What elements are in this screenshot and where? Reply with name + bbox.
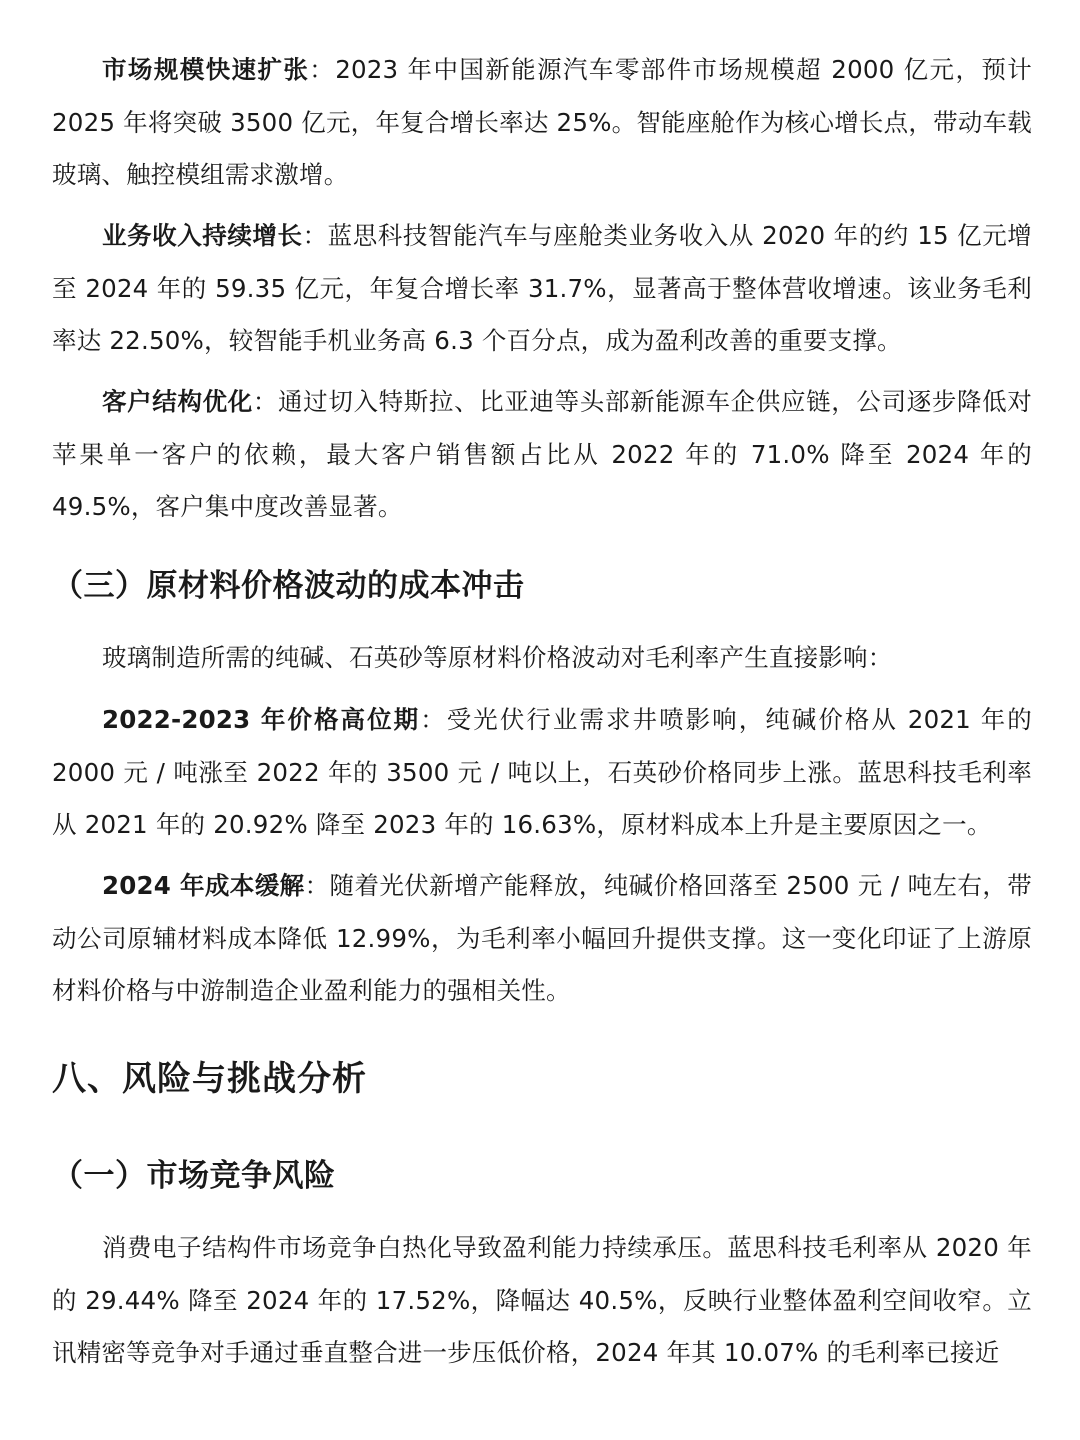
paragraph-text: ：通过切入特斯拉、比亚迪等头部新能源车企供应链，公司逐步降低对苹果单一客户的依赖，最大客户销售额占比从 2022 年的 71.0% 降至 2024 年的 49.5%，客户集中度改善显著。 (52, 387, 1032, 521)
paragraph-lead: 客户结构优化 (102, 387, 253, 416)
paragraph-raw-material-intro (52, 632, 1032, 685)
section-heading-market-competition: （一）市场竞争风险 (52, 1158, 336, 1194)
section-heading-raw-material-cost: （三）原材料价格波动的成本冲击 (52, 568, 525, 604)
paragraph-market-scale (52, 44, 1032, 202)
paragraph-customer-structure (52, 376, 1032, 534)
paragraph-text: 消费电子结构件市场竞争白热化导致盈利能力持续承压。蓝思科技毛利率从 2020 年的 29.44% 降至 2024 年的 17.52%，降幅达 40.5%，反映行业整体盈利空间收窄。立讯精密等竞争对手通过垂直整合进一步压低价格，2024 年其 10.07% 的毛利率已接近 (52, 1233, 1032, 1367)
paragraph-lead: 2024 年成本缓解 (102, 871, 305, 900)
paragraph-text: 玻璃制造所需的纯碱、石英砂等原材料价格波动对毛利率产生直接影响： (102, 643, 893, 672)
paragraph-cost-relief (52, 860, 1032, 1018)
chapter-heading-risk-analysis: 八、风险与挑战分析 (52, 1059, 367, 1099)
paragraph-text: ：蓝思科技智能汽车与座舱类业务收入从 2020 年的约 15 亿元增至 2024 年的 59.35 亿元，年复合增长率 31.7%，显著高于整体营收增速。该业务毛利率达 22.50%，较智能手机业务高 6.3 个百分点，成为盈利改善的重要支撑。 (52, 221, 1032, 355)
paragraph-text: ：2023 年中国新能源汽车零部件市场规模超 2000 亿元，预计 2025 年将突破 3500 亿元，年复合增长率达 25%。智能座舱作为核心增长点，带动车载玻璃、触控模组需求激增。 (52, 55, 1032, 189)
paragraph-text: ：受光伏行业需求井喷影响，纯碱价格从 2021 年的 2000 元 / 吨涨至 2022 年的 3500 元 / 吨以上，石英砂价格同步上涨。蓝思科技毛利率从 2021 年的 20.92% 降至 2023 年的 16.63%，原材料成本上升是主要原因之一。 (52, 705, 1033, 839)
paragraph-market-competition (52, 1222, 1032, 1380)
paragraph-revenue-growth (52, 210, 1032, 368)
paragraph-text: ：随着光伏新增产能释放，纯碱价格回落至 2500 元 / 吨左右，带动公司原辅材料成本降低 12.99%，为毛利率小幅回升提供支撑。这一变化印证了上游原材料价格与中游制造企业盈利能力的强相关性。 (52, 871, 1033, 1005)
paragraph-lead: 业务收入持续增长 (102, 221, 303, 250)
paragraph-lead: 市场规模快速扩张 (102, 55, 310, 84)
paragraph-lead: 2022-2023 年价格高位期 (102, 705, 421, 734)
paragraph-price-peak (52, 694, 1032, 852)
